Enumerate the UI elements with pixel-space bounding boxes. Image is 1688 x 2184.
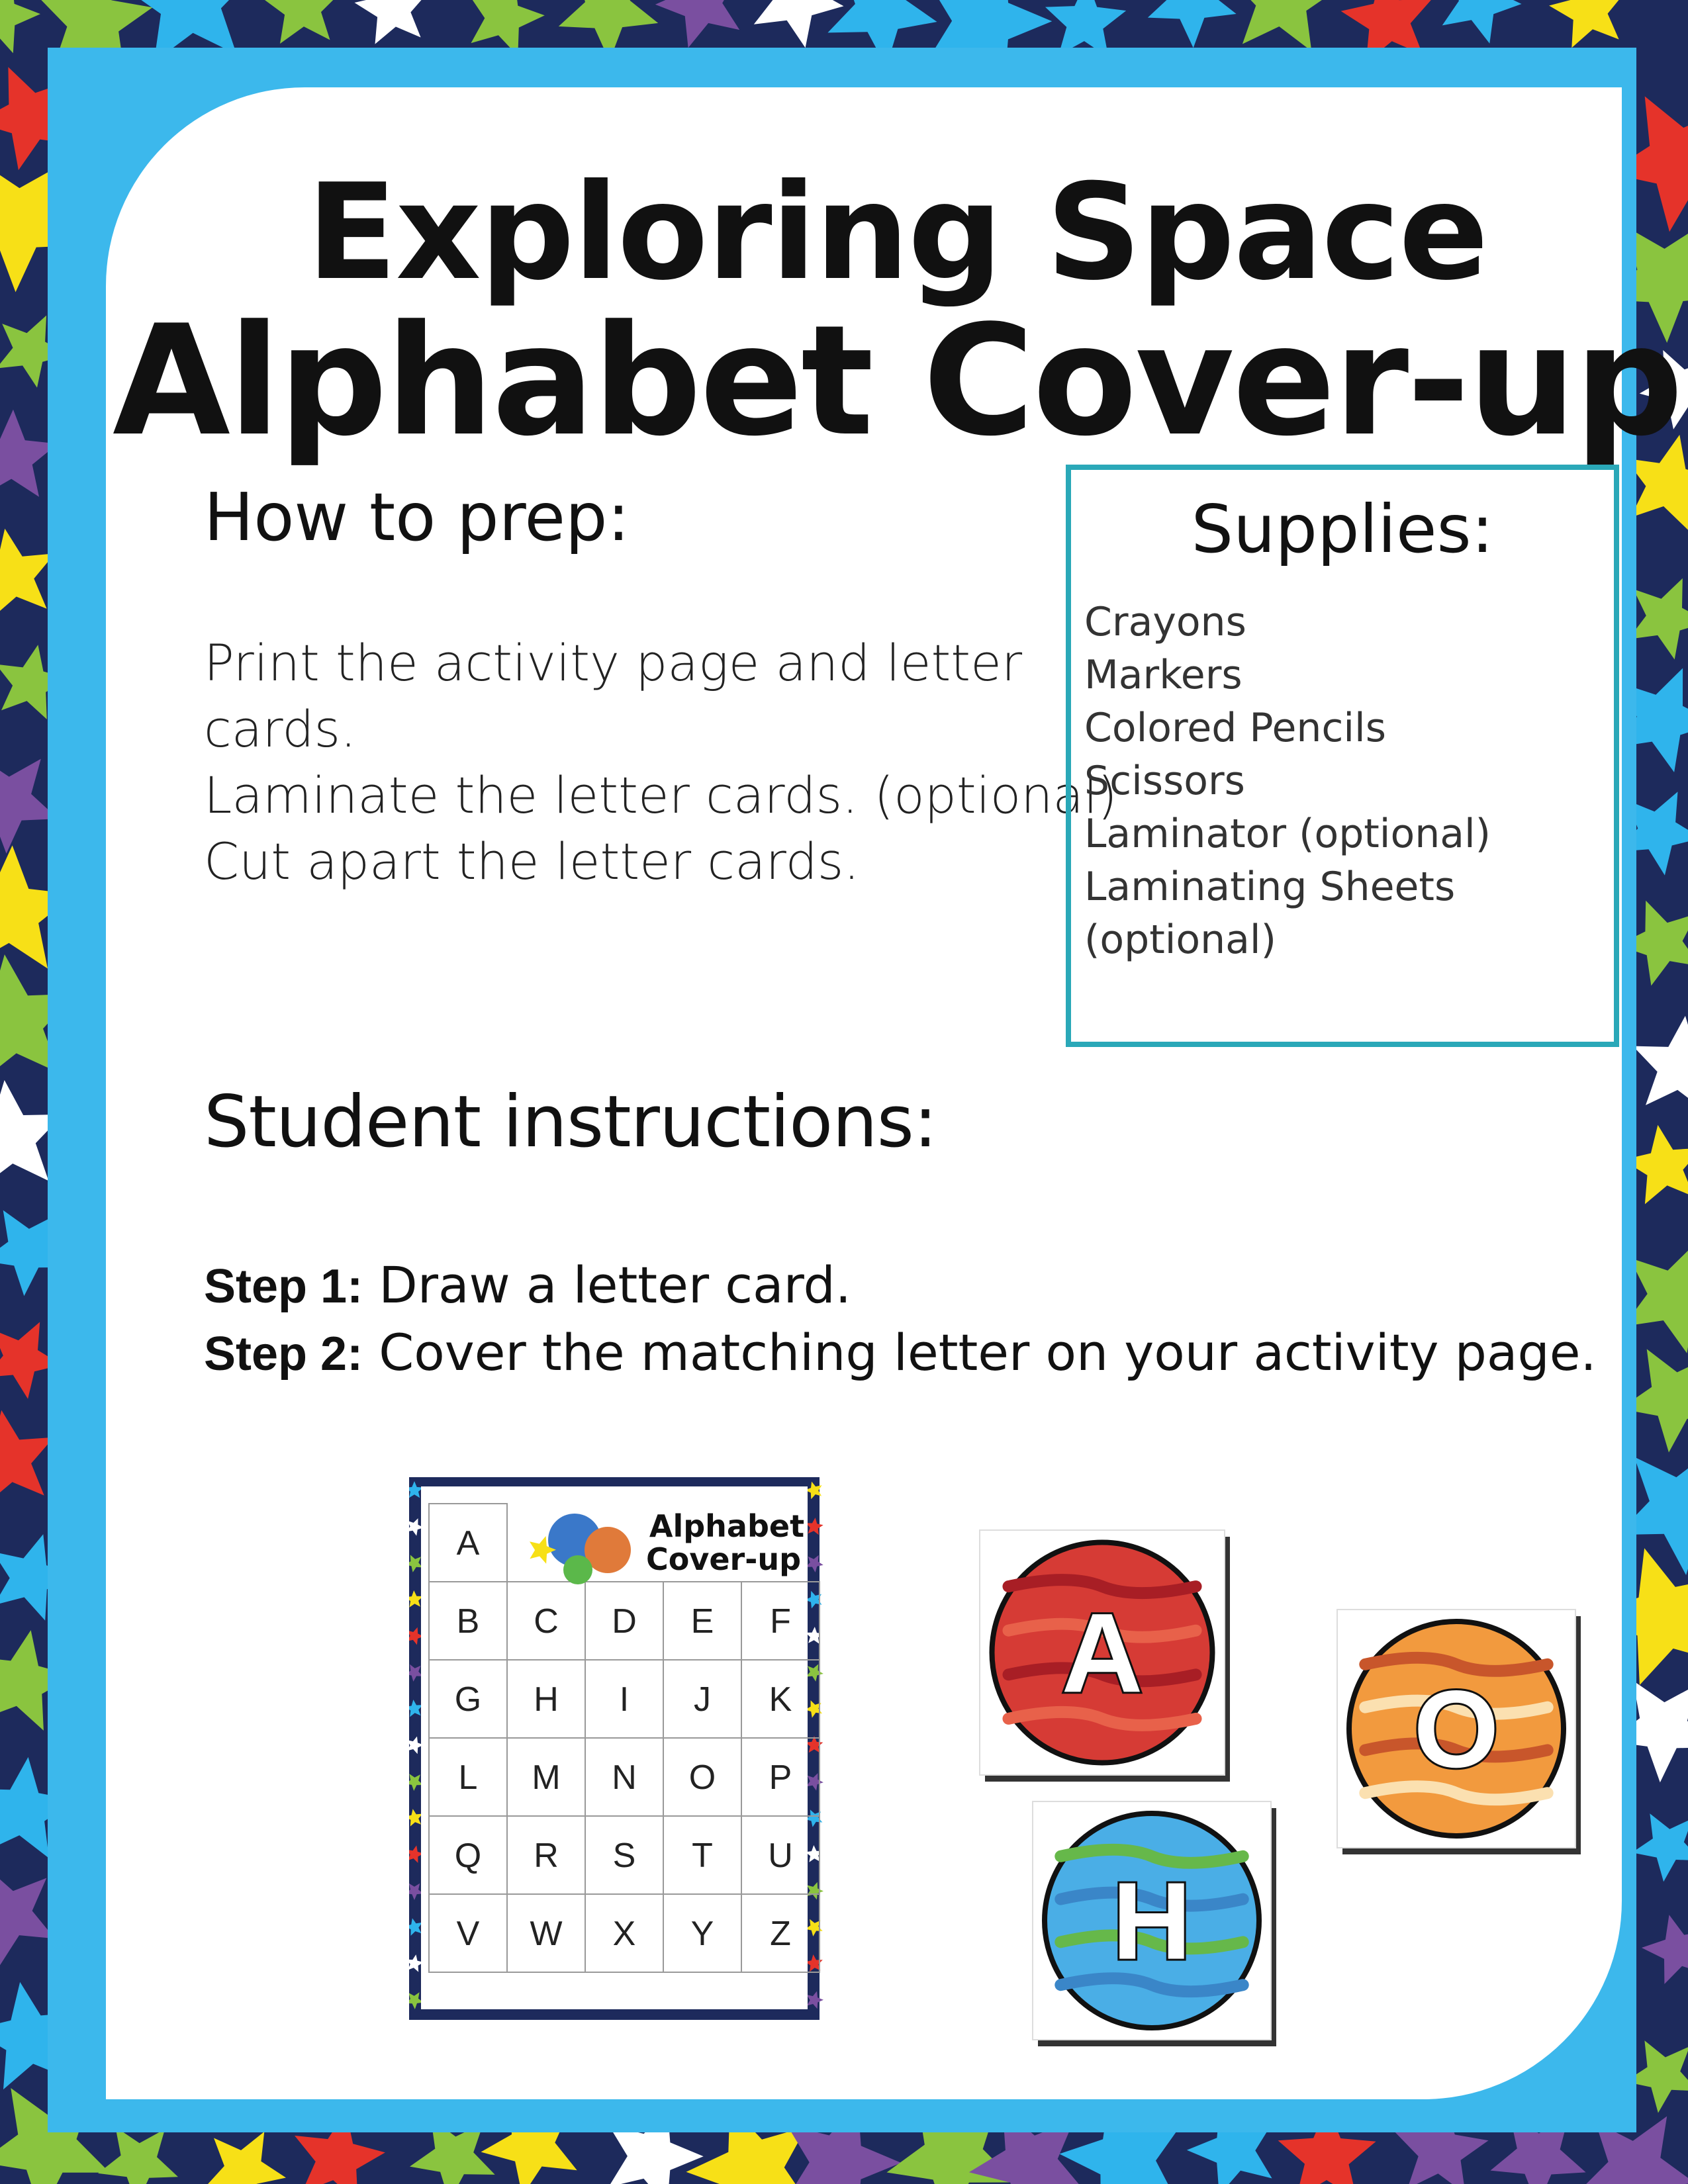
supply-item: Markers (1084, 652, 1243, 698)
supply-item: Crayons (1084, 599, 1246, 645)
card-letter: O (1413, 1668, 1499, 1791)
grid-letter: K (769, 1680, 792, 1719)
star-shape (1549, 0, 1625, 48)
prep-heading: How to prep: (204, 478, 630, 556)
supplies-box (1066, 465, 1619, 1047)
grid-letter: F (770, 1602, 791, 1641)
grid-letter: E (690, 1602, 714, 1641)
card-letter: H (1112, 1860, 1192, 1983)
activity-title-line-2: Cover-up (646, 1541, 801, 1577)
card-letter: A (1061, 1590, 1143, 1717)
star-shape (0, 1867, 55, 1966)
title-line-1: Exploring Space (306, 156, 1487, 310)
grid-letter: Y (690, 1915, 714, 1953)
star-shape (355, 0, 429, 44)
supply-item: Laminator (optional) (1084, 811, 1491, 857)
grid-letter: U (768, 1837, 793, 1875)
star-shape (98, 2127, 178, 2184)
grid-letter: N (612, 1758, 637, 1797)
instructions-heading: Student instructions: (204, 1081, 937, 1163)
grid-letter: T (692, 1837, 713, 1875)
steps-list (204, 1252, 1597, 1387)
star-shape (1633, 1016, 1688, 1111)
grid-letter: I (619, 1680, 630, 1719)
star-shape (0, 1410, 54, 1504)
supply-item: (optional) (1084, 917, 1276, 963)
content-panel (106, 87, 1682, 2099)
grid-letter: P (769, 1758, 792, 1797)
grid-letter: X (612, 1915, 636, 1953)
step-label: Step 1: (204, 1260, 363, 1313)
star-shape (1148, 0, 1237, 48)
supplies-heading: Supplies: (1191, 490, 1494, 568)
letter-cards-preview (966, 1477, 1628, 2046)
blue-frame (48, 48, 1682, 2132)
prep-line: Print the activity page and letter (204, 633, 1023, 692)
grid-letter: S (612, 1837, 636, 1875)
prep-line: cards. (204, 700, 357, 758)
letter-card (1337, 1610, 1581, 1854)
activity-title-line-1: Alphabet (649, 1508, 805, 1544)
supply-item: Scissors (1084, 758, 1245, 804)
activity-page-preview (409, 1477, 833, 2033)
supply-item: Colored Pencils (1084, 705, 1386, 751)
star-shape (0, 529, 55, 618)
letter-card (980, 1530, 1230, 1782)
prep-line: Cut apart the letter cards. (204, 832, 860, 891)
grid-letter: C (534, 1602, 559, 1641)
star-shape (1442, 0, 1522, 44)
prep-list (204, 630, 1117, 895)
grid-letter: Q (454, 1837, 482, 1875)
grid-letter: J (694, 1680, 711, 1719)
grid-letter: V (456, 1915, 480, 1953)
grid-letter: A (456, 1524, 480, 1563)
step-text: Draw a letter card. (363, 1255, 851, 1314)
prep-line: Laminate the letter cards. (optional) (204, 766, 1117, 825)
grid-letter: G (454, 1680, 482, 1719)
grid-letter: L (458, 1758, 478, 1797)
grid-letter: M (532, 1758, 561, 1797)
star-shape (1228, 0, 1340, 51)
step-label: Step 2: (204, 1328, 363, 1381)
step-text: Cover the matching letter on your activity page. (363, 1323, 1597, 1382)
title-line-2: Alphabet Cover-up (112, 293, 1682, 470)
supplies-list (1084, 596, 1491, 966)
supply-item: Laminating Sheets (1084, 864, 1456, 910)
grid-letter: D (612, 1602, 637, 1641)
step-1 (204, 1252, 1597, 1320)
star-shape (655, 0, 739, 48)
star-shape (261, 0, 342, 44)
star-shape (0, 0, 40, 53)
mini-planet-icon (563, 1555, 592, 1584)
grid-letter: B (456, 1602, 480, 1641)
star-shape (1628, 578, 1688, 660)
letter-card (1033, 1801, 1276, 2046)
grid-letter: H (534, 1680, 559, 1719)
star-shape (1632, 1813, 1688, 1882)
grid-letter: W (530, 1915, 563, 1953)
grid-letter: Z (770, 1915, 791, 1953)
grid-letter: O (688, 1758, 716, 1797)
step-2 (204, 1320, 1597, 1387)
star-shape (205, 2132, 286, 2184)
star-shape (1642, 1915, 1688, 1984)
star-shape (754, 0, 844, 48)
grid-letter: R (534, 1837, 559, 1875)
